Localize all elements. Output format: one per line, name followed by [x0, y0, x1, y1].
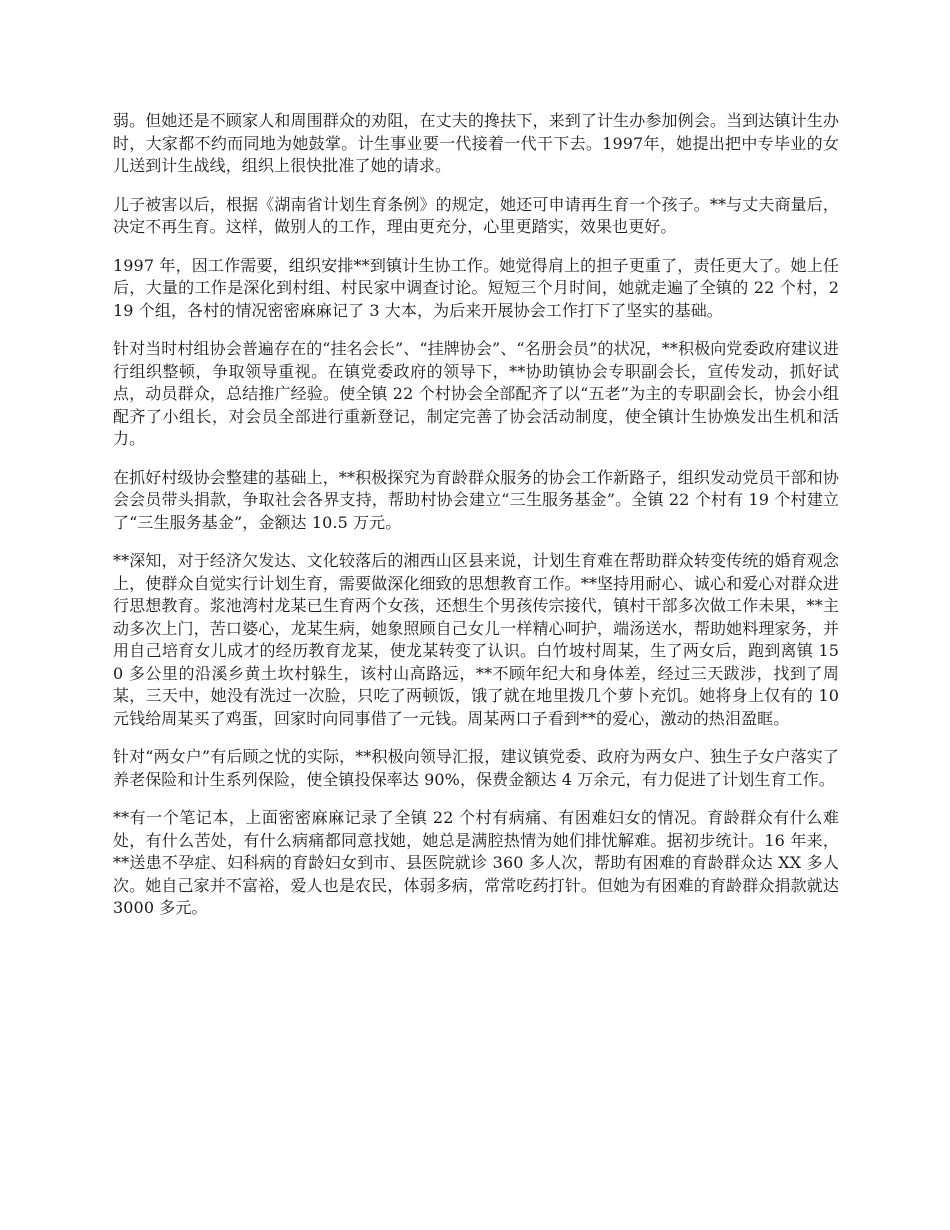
paragraph-8: **有一个笔记本，上面密密麻麻记录了全镇 22 个村有病痛、有困难妇女的情况。育龄群众有什么难处，有什么苦处，有什么病痛都同意找她，她总是满腔热情为她们排忧解难。据初步统计。16 年来，**送患不孕症、妇科病的育龄妇女到市、县医院就诊 360 多人次，帮助有困难的育龄群众达 XX 多人次。她自己家并不富裕，爱人也是农民，体弱多病，常常吃药打针。但她为有困难的育龄群众捐款就达 3000 多元。 [113, 808, 839, 917]
paragraph-2: 儿子被害以后，根据《湖南省计划生育条例》的规定，她还可申请再生育一个孩子。**与丈夫商量后，决定不再生育。这样，做别人的工作，理由更充分，心里更踏实，效果也更好。 [113, 194, 839, 236]
paragraph-6: **深知，对于经济欠发达、文化较落后的湘西山区县来说，计划生育难在帮助群众转变传统的婚育观念上，使群众自觉实行计划生育，需要做深化细致的思想教育工作。**坚持用耐心、诚心和爱心对群众进行思想教育。浆池湾村龙某已生育两个女孩，还想生个男孩传宗接代，镇村干部多次做工作未果，**主动多次上门，苦口婆心，龙某生病，她象照顾自己女儿一样精心呵护，端汤送水，帮助她料理家务，并用自己培育女儿成才的经历教育龙某，使龙某转变了认识。白竹坡村周某，生了两女后，跑到离镇 150 多公里的沿溪乡黄土坎村躲生，该村山高路远，**不顾年纪大和身体差，经过三天跋涉，找到了周某，三天中，她没有洗过一次脸，只吃了两顿饭，饿了就在地里拨几个萝卜充饥。她将身上仅有的 10 元钱给周某买了鸡蛋，回家时向同事借了一元钱。周某两口子看到**的爱心，激动的热泪盈眶。 [113, 551, 839, 728]
paragraph-3: 1997 年，因工作需要，组织安排**到镇计生协工作。她觉得肩上的担子更重了，责任更大了。她上任后，大量的工作是深化到村组、村民家中调查讨论。短短三个月时间，她就走遍了全镇的 22 个村，219 个组，各村的情况密密麻麻记了 3 大本，为后来开展协会工作打下了坚实的基础。 [113, 255, 839, 320]
paragraph-4: 针对当时村组协会普遍存在的“挂名会长”、“挂牌协会”、“名册会员”的状况，**积极向党委政府建议进行组织整顿，争取领导重视。在镇党委政府的领导下，**协助镇协会专职副会长，宣传发动，抓好试点，动员群众，总结推广经验。使全镇 22 个村协会全部配齐了以“五老”为主的专职副会长，协会小组配齐了小组长，对会员全部进行重新登记，制定完善了协会活动制度，使全镇计生协焕发出生机和活力。 [113, 339, 839, 448]
document-body [113, 110, 839, 936]
paragraph-5: 在抓好村级协会整建的基础上，**积极探究为育龄群众服务的协会工作新路子，组织发动党员干部和协会会员带头捐款，争取社会各界支持，帮助村协会建立“三生服务基金”。全镇 22 个村有 19 个村建立了“三生服务基金”，金额达 10.5 万元。 [113, 467, 839, 532]
paragraph-1: 弱。但她还是不顾家人和周围群众的劝阻，在丈夫的搀扶下，来到了计生办参加例会。当到达镇计生办时，大家都不约而同地为她鼓掌。计生事业要一代接着一代干下去。1997年，她提出把中专毕业的女儿送到计生战线，组织上很快批准了她的请求。 [113, 111, 839, 175]
paragraph-7: 针对“两女户”有后顾之忧的实际，**积极向领导汇报，建议镇党委、政府为两女户、独生子女户落实了养老保险和计生系列保险，使全镇投保率达 90%，保费金额达 4 万余元，有力促进了计划生育工作。 [113, 747, 839, 789]
